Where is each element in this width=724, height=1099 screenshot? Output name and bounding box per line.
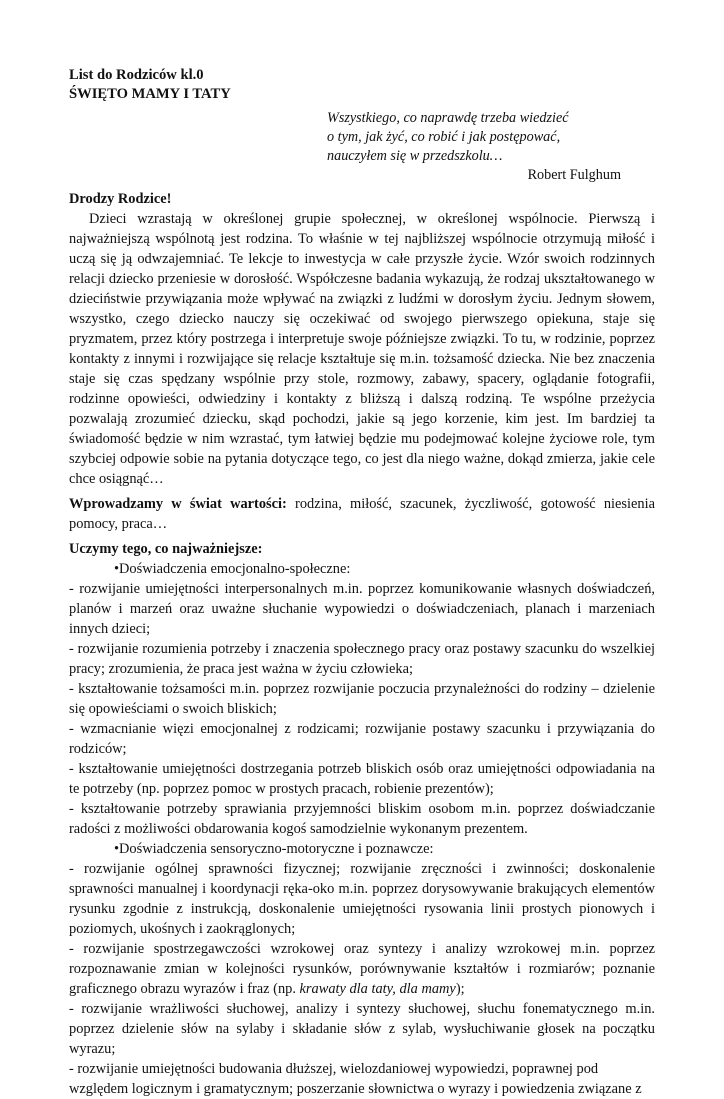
list-item: - rozwijanie wrażliwości słuchowej, analizy i syntezy słuchowej, słuchu fonematycznego m.in. poprzez dzielenie słów na sylaby i składanie słów z sylab, wysłuchiwanie głosek na początku wyrazu;	[69, 1001, 655, 1057]
list-item: - rozwijanie ogólnej sprawności fizycznej; rozwijanie zręczności i zwinności; doskonalenie sprawności manualnej i koordynacji ręka-oko m.in. poprzez dorysowywanie brakujących elementów rysunku zgodnie z instrukcją, doskonalenie umiejętności rysowania linii prostych pionowych i poziomych, ukośnych i zaokrąglonych;	[69, 861, 655, 937]
list-item	[69, 939, 655, 999]
values-text: rodzina, miłość, szacunek, życzliwość, gotowość niesienia pomocy, praca…	[69, 496, 655, 532]
list-item-text: - rozwijanie spostrzegawczości wzrokowej oraz syntezy i analizy wzrokowej m.in. poprzez rozpoznawanie zmian w kolejności rysunków, porównywanie kształtów i rozmiarów; poznanie graficznego obrazu wyrazów i fraz (np.	[69, 941, 655, 997]
teaching-heading: Uczymy tego, co najważniejsze:	[69, 541, 263, 557]
list-item: - kształtowanie tożsamości m.in. poprzez rozwijanie poczucia przynależności do rodziny – dzielenie się opowieściami o swoich bliskich;	[69, 681, 655, 717]
list-item: - kształtowanie umiejętności dostrzegania potrzeb bliskich osób oraz umiejętności odpowiadania na te potrzeby (np. poprzez pomoc w prostych pracach, robienie prezentów);	[69, 761, 655, 797]
list-item: - rozwijanie umiejętności budowania dłuższej, wielozdaniowej wypowiedzi, poprawnej pod względem logicznym i gramatycznym; poszerzanie słownictwa o wyrazy i powiedzenia związane z	[69, 1061, 642, 1097]
list-item: - wzmacnianie więzi emocjonalnej z rodzicami; rozwijanie postawy szacunku i przywiązania do rodziców;	[69, 721, 655, 757]
document-page	[69, 66, 655, 1099]
epigraph-line: o tym, jak żyć, co robić i jak postępować,	[327, 129, 561, 145]
group2-heading: •Doświadczenia sensoryczno-motoryczne i poznawcze:	[114, 841, 434, 857]
list-item-italic: krawaty dla taty, dla mamy	[299, 981, 456, 997]
epigraph-author: Robert Fulghum	[527, 167, 621, 183]
document-subtitle: ŚWIĘTO MAMY I TATY	[69, 86, 231, 102]
values-label: Wprowadzamy w świat wartości:	[69, 496, 287, 512]
list-item: - kształtowanie potrzeby sprawiania przyjemności bliskim osobom m.in. poprzez doświadczanie radości z możliwości obdarowania kogoś samodzielnie wykonanym prezentem.	[69, 801, 655, 837]
list-item: - rozwijanie umiejętności interpersonalnych m.in. poprzez komunikowanie własnych doświadczeń, planów i marzeń oraz uważne słuchanie wypowiedzi o doświadczeniach, planach i marzeniach innych dzieci;	[69, 581, 655, 637]
epigraph	[327, 109, 655, 185]
list-item: - rozwijanie rozumienia potrzeby i znaczenia społecznego pracy oraz postawy szacunku do wszelkiej pracy; zrozumienia, że praca jest ważna w życiu człowieka;	[69, 641, 655, 677]
epigraph-line: Wszystkiego, co naprawdę trzeba wiedzieć	[327, 110, 569, 126]
intro-paragraph: Dzieci wzrastają w określonej grupie społecznej, w określonej wspólnocie. Pierwszą i najważniejszą wspólnotą jest rodzina. To właśnie w tej najbliższej wspólnocie otrzymują miłość i uczą się ją odwzajemniać. Te lekcje to inwestycja w całe przyszłe życie. Wzór swoich rodzinnych relacji dziecko przeniesie w dorosłość. Współczesne badania wykazują, że rodzaj ukształtowanego w dzieciństwie przywiązania może wpływać na związki z ludźmi w dorosłym życiu. Jednym słowem, wszystko, czego dziecko nauczy się oczekiwać od swojego pierwszego opiekuna, staje się pryzmatem, przez który postrzega i interpretuje swoje późniejsze związki. To tu, w rodzinie, poprzez kontakty z innymi i rozwijające się relacje kształtuje się m.in. tożsamość dziecka. Nie bez znaczenia staje się czas spędzany wspólnie przy stole, rozmowy, zabawy, spacery, oglądanie fotografii, rodzinne opowieści, odwiedziny i kontakty z bliższą i dalszą rodziną. Te wspólne przeżycia pozwalają zrozumieć dziecku, skąd pochodzi, jakie są jego korzenie, kim jest. Im bardziej ta świadomość będzie w nim wzrastać, tym łatwiej będzie mu podejmować kolejne życiowe role, tym szybciej odpowie sobie na pytania dotyczące tego, co jest dla niego ważne, dokąd zmierza, jakie cele chce osiągnąć…	[69, 211, 655, 487]
list-item-text: );	[455, 981, 465, 997]
greeting: Drodzy Rodzice!	[69, 191, 172, 207]
values-paragraph	[69, 494, 655, 534]
group1-heading: •Doświadczenia emocjonalno-społeczne:	[114, 561, 351, 577]
epigraph-line: nauczyłem się w przedszkolu…	[327, 148, 503, 164]
document-title: List do Rodziców kl.0	[69, 67, 204, 83]
